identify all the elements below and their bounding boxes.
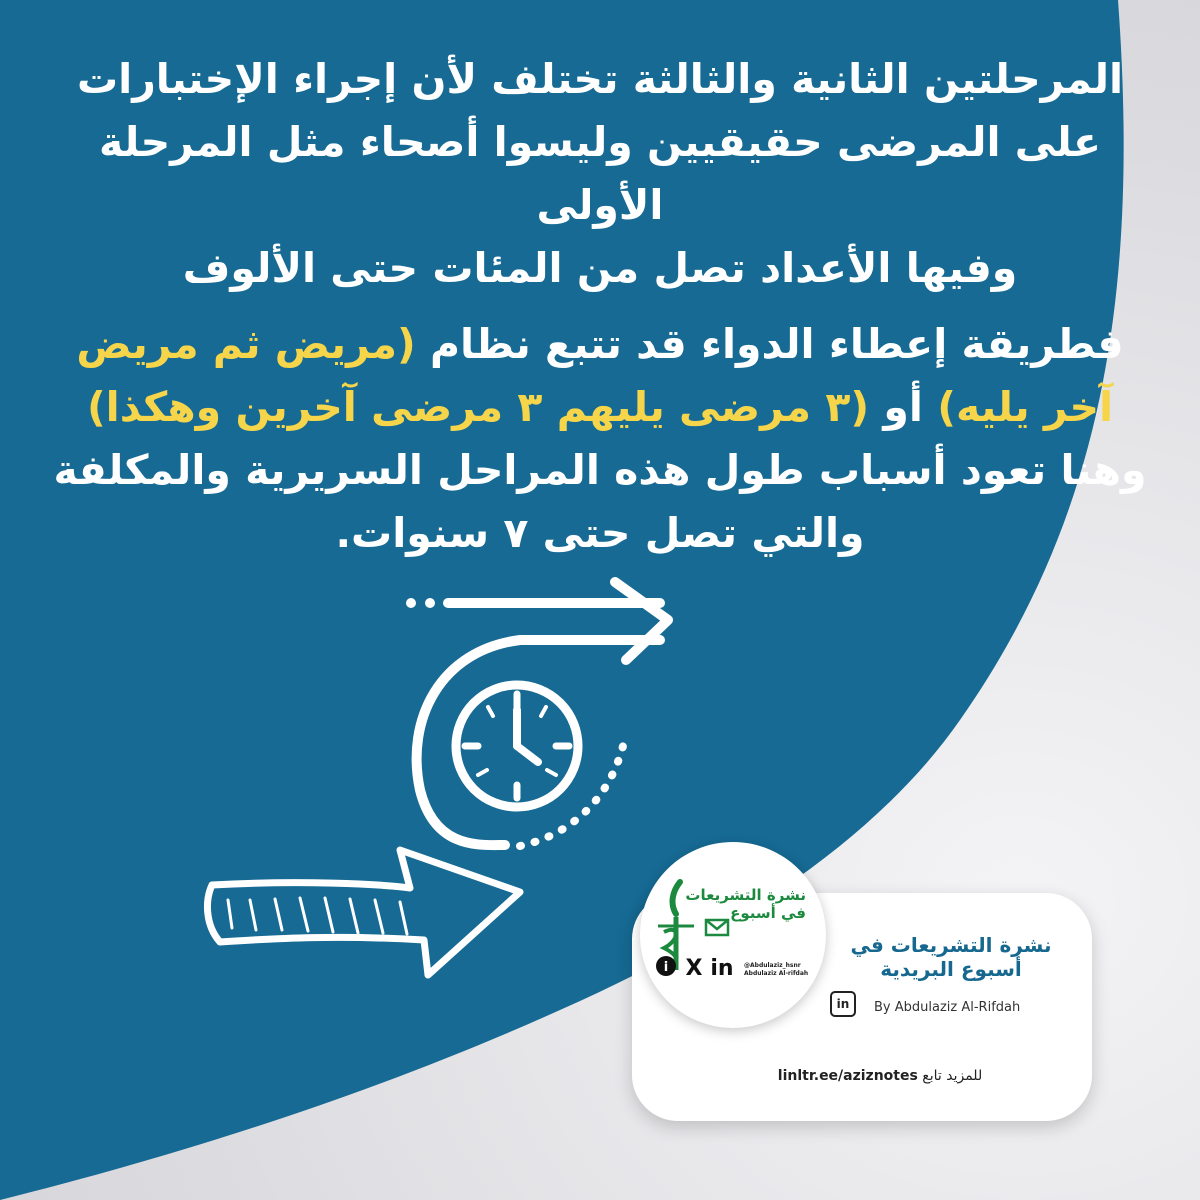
svg-text:i: i xyxy=(663,960,669,975)
clock-icon xyxy=(456,685,578,807)
logo-handle-1: @Abdulaziz_hsnr xyxy=(744,962,801,969)
logo-title-line-2: في أسبوع xyxy=(730,904,806,922)
intro-line-1: المرحلتين الثانية والثالثة تختلف لأن إجراء الإختبارات xyxy=(76,55,1124,103)
newsletter-title-line-1: نشرة التشريعات في xyxy=(850,933,1052,957)
newsletter-title-line-2: أسبوع البريدية xyxy=(880,957,1022,981)
hand-drawn-arrow-icon xyxy=(207,850,520,975)
dots-icon xyxy=(406,598,435,608)
linkedin-label: in xyxy=(836,997,850,1011)
follow-link xyxy=(690,1068,1070,1084)
newsletter-logo xyxy=(640,842,826,1028)
logo-handle xyxy=(744,962,820,978)
follow-prefix: للمزيد تابع xyxy=(922,1068,983,1084)
intro-line-3: وفيها الأعداد تصل من المئات حتى الألوف xyxy=(182,244,1018,292)
logo-title xyxy=(685,886,806,922)
newsletter-title xyxy=(846,933,1056,981)
linkedin-logo-icon: in xyxy=(710,956,734,981)
author-byline: By Abdulaziz Al-Rifdah xyxy=(874,1000,1021,1015)
caduceus-icon xyxy=(640,842,826,1028)
method-text-2: أو xyxy=(869,383,938,431)
linkedin-icon[interactable] xyxy=(830,991,856,1017)
linktree-url[interactable]: linltr.ee/aziznotes xyxy=(777,1068,918,1084)
highlight-sequence-2: (٣ مرضى يليهم ٣ مرضى آخرين وهكذا) xyxy=(86,383,870,431)
logo-handle-2: Abdulaziz Al-rifdah xyxy=(744,970,809,977)
method-text-1: فطريقة إعطاء الدواء قد تتبع نظام xyxy=(415,320,1124,368)
x-logo-icon: X xyxy=(685,956,703,981)
method-text-3: وهنا تعود أسباب طول هذه المراحل السريرية والمكلفة والتي تصل حتى ٧ سنوات. xyxy=(53,446,1147,557)
intro-line-2: على المرضى حقيقيين وليسوا أصحاء مثل المرحلة الأولى xyxy=(98,118,1102,229)
logo-title-line-1: نشرة التشريعات xyxy=(685,886,806,904)
highlight-sequence-1: (مريض ثم مريض آخر يليه) xyxy=(76,320,1114,431)
